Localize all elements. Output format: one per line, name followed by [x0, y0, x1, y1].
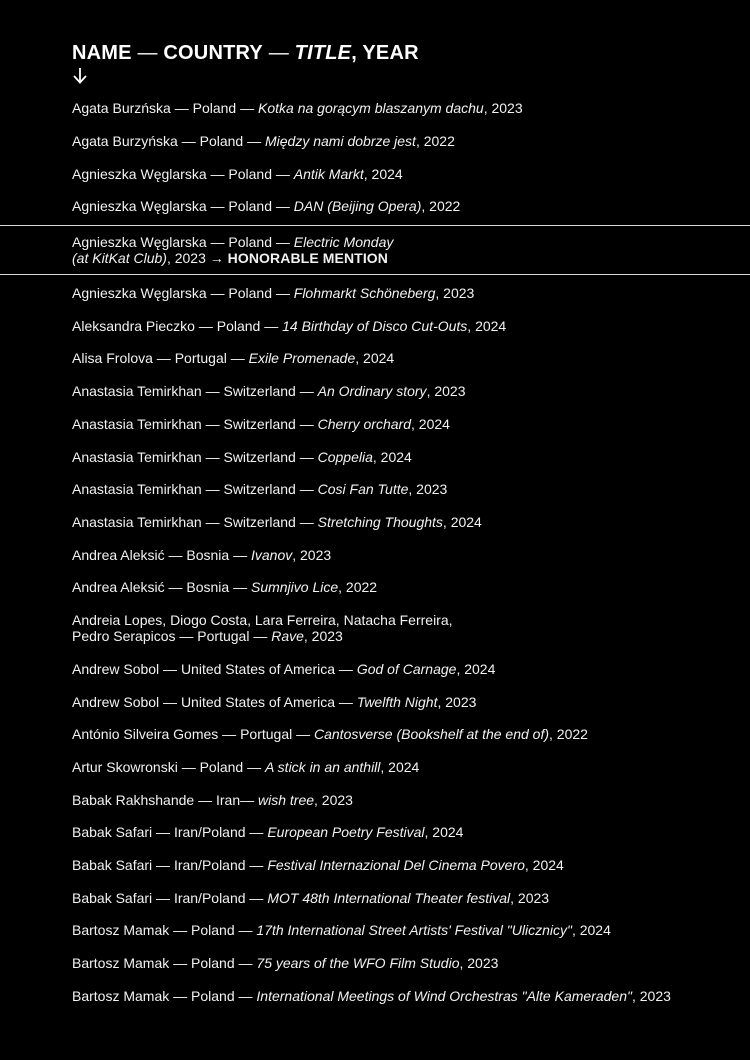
list-item: Alisa Frolova — Portugal — Exile Promenade, 2024	[72, 350, 395, 367]
list-item: Agnieszka Węglarska — Poland — DAN (Beijing Opera), 2022	[72, 198, 461, 215]
column-heading	[72, 40, 419, 66]
list-item: Anastasia Temirkhan — Switzerland — Stretching Thoughts, 2024	[72, 513, 482, 530]
list-item: António Silveira Gomes — Portugal — Cantosverse (Bookshelf at the end of), 2022	[72, 726, 588, 743]
list-item: Andrew Sobol — United States of America — Twelfth Night, 2023	[72, 693, 477, 710]
heading-separator: —	[262, 42, 295, 64]
list-item: Agata Burzńska — Poland — Kotka na gorącym blaszanym dachu, 2023	[72, 100, 523, 117]
list-item: Anastasia Temirkhan — Switzerland — Cherry orchard, 2024	[72, 415, 450, 432]
list-item: Bartosz Mamak — Poland — 75 years of the WFO Film Studio, 2023	[72, 955, 499, 972]
list-item: Andreia Lopes, Diogo Costa, Lara Ferreira, Natacha Ferreira, Pedro Serapicos — Portugal — Rave, 2023	[72, 612, 453, 645]
list-item: Artur Skowronski — Poland — A stick in an anthill, 2024	[72, 759, 420, 776]
list-item: Andrea Aleksić — Bosnia — Ivanov, 2023	[72, 546, 332, 563]
arrow-down-icon	[70, 66, 90, 86]
heading-year: , YEAR	[351, 42, 419, 64]
heading-name: NAME	[72, 42, 132, 64]
list-item: Babak Safari — Iran/Poland — European Poetry Festival, 2024	[72, 824, 464, 841]
heading-separator: —	[131, 42, 164, 64]
list-item: Agata Burzyńska — Poland — Między nami dobrze jest, 2022	[72, 133, 455, 150]
list-item: Bartosz Mamak — Poland — International Meetings of Wind Orchestras "Alte Kameraden", 2023	[72, 987, 671, 1004]
list-item: Babak Safari — Iran/Poland — Festival Internazional Del Cinema Povero, 2024	[72, 857, 564, 874]
list-item: Andrea Aleksić — Bosnia — Sumnjivo Lice, 2022	[72, 579, 378, 596]
list-item: Aleksandra Pieczko — Poland — 14 Birthday of Disco Cut-Outs, 2024	[72, 317, 507, 334]
list-item: Babak Safari — Iran/Poland — MOT 48th International Theater festival, 2023	[72, 889, 550, 906]
list-item: Anastasia Temirkhan — Switzerland — An Ordinary story, 2023	[72, 383, 466, 400]
list-item: Andrew Sobol — United States of America — God of Carnage, 2024	[72, 660, 496, 677]
list-item: Agnieszka Węglarska — Poland — Antik Markt, 2024	[72, 165, 403, 182]
list-item: Agnieszka Węglarska — Poland — Flohmarkt Schöneberg, 2023	[72, 285, 475, 302]
list-item: Anastasia Temirkhan — Switzerland — Coppelia, 2024	[72, 448, 412, 465]
list-item: Anastasia Temirkhan — Switzerland — Cosi Fan Tutte, 2023	[72, 481, 448, 498]
heading-title: TITLE	[294, 42, 352, 64]
heading-country: COUNTRY	[163, 42, 263, 64]
list-item: Babak Rakhshande — Iran— wish tree, 2023	[72, 791, 353, 808]
entry-list	[0, 92, 750, 1012]
honorable-mention-label: HONORABLE MENTION	[227, 249, 389, 266]
list-item: Bartosz Mamak — Poland — 17th International Street Artists' Festival "Ulicznicy", 2024	[72, 922, 611, 939]
highlighted-list-item: Agnieszka Węglarska — Poland — Electric Monday (at KitKat Club), 2023 → HONORABLE MENTION	[0, 225, 750, 275]
